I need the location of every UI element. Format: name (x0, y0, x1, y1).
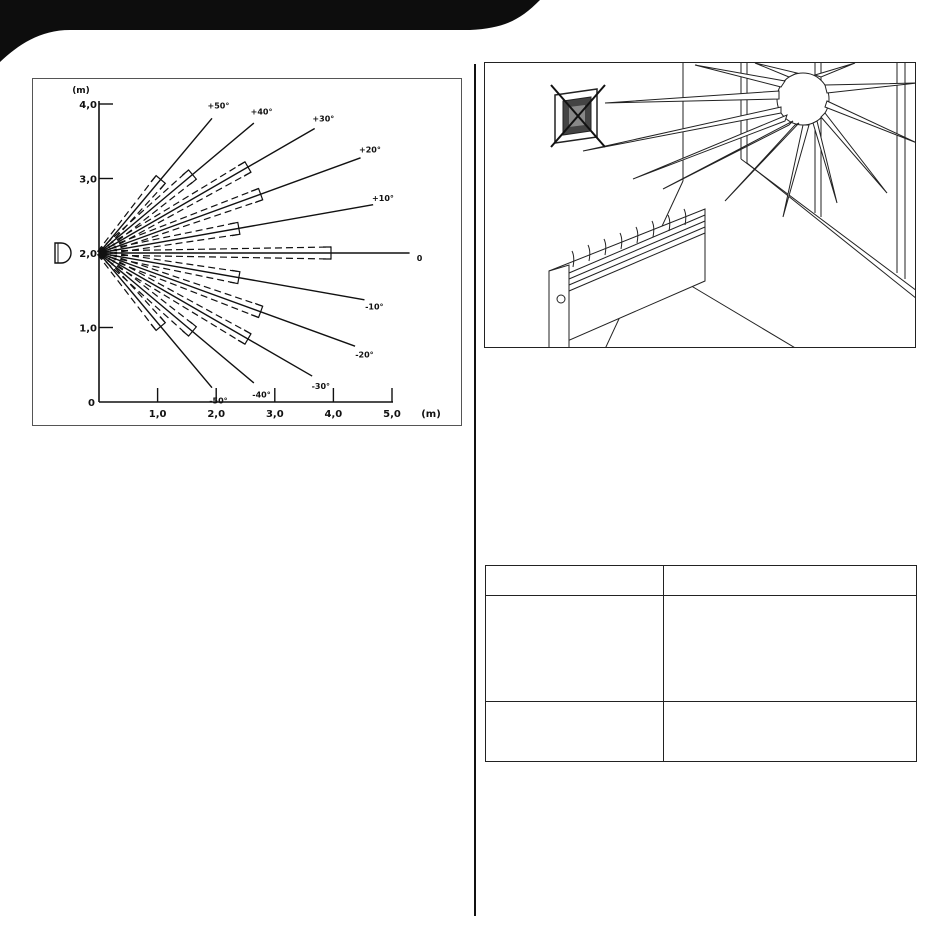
column-divider (474, 64, 476, 916)
detection-zone-edge (99, 255, 238, 284)
x-axis-unit: (m) (421, 409, 441, 420)
ray-angle-label: 0 (416, 254, 423, 263)
table-cell (486, 566, 664, 596)
ray-angle-label: -40° (252, 390, 271, 400)
scene-illustration (484, 62, 916, 348)
floor-right-edge (683, 281, 797, 348)
table-cell (486, 596, 664, 702)
table-cell (486, 702, 664, 762)
radiator-icon (549, 209, 705, 348)
detection-zone-edge (99, 247, 331, 251)
y-axis-unit: (m) (72, 86, 90, 96)
detector-icon (55, 243, 71, 263)
sun-icon (583, 63, 916, 217)
detection-ray (99, 123, 254, 253)
ray-angle-label: +50° (207, 101, 230, 111)
header-tab (0, 0, 540, 62)
x-tick-label: 3,0 (265, 409, 284, 420)
ray-angle-label: +30° (312, 114, 335, 124)
spec-table (485, 565, 917, 762)
coverage-diagram (32, 78, 462, 426)
table-cell (664, 566, 917, 596)
y-tick-label: 2,0 (79, 249, 97, 260)
ray-angle-label: -10° (365, 302, 384, 312)
y-tick-label: 0 (88, 398, 95, 409)
table-row (486, 702, 917, 762)
ray-angle-label: +40° (250, 107, 273, 117)
table-row (486, 566, 917, 596)
coverage-svg (33, 79, 463, 427)
fan-crossed-out-icon (551, 85, 605, 147)
detection-zone-edge (98, 162, 245, 251)
x-tick-label: 5,0 (383, 409, 401, 420)
detection-ray (99, 253, 254, 383)
ray-angle-label: +10° (372, 193, 394, 203)
ray-angle-label: +20° (359, 145, 381, 155)
detection-zone-edge (99, 222, 238, 251)
detection-zone-edge (97, 254, 156, 330)
y-tick-label: 4,0 (79, 100, 97, 111)
scene-svg (485, 63, 916, 348)
table-row (486, 596, 917, 702)
ray-angle-label: -50° (209, 396, 228, 406)
detection-zone-edge (98, 189, 258, 252)
x-tick-label: 4,0 (324, 409, 343, 420)
detection-zone-edge (100, 172, 251, 255)
x-tick-label: 2,0 (207, 409, 226, 420)
table-cell (664, 596, 917, 702)
table-cell (664, 702, 917, 762)
y-tick-label: 1,0 (79, 323, 97, 335)
ray-angle-label: -30° (311, 382, 331, 392)
ray-angle-label: -20° (355, 350, 374, 360)
detection-zone-edge (100, 251, 251, 334)
x-tick-label: 1,0 (148, 409, 167, 420)
detection-zone-edge (98, 255, 245, 344)
detection-zone-edge (97, 176, 156, 252)
detection-zone-edge (98, 255, 258, 318)
y-tick-label: 3,0 (79, 174, 97, 186)
